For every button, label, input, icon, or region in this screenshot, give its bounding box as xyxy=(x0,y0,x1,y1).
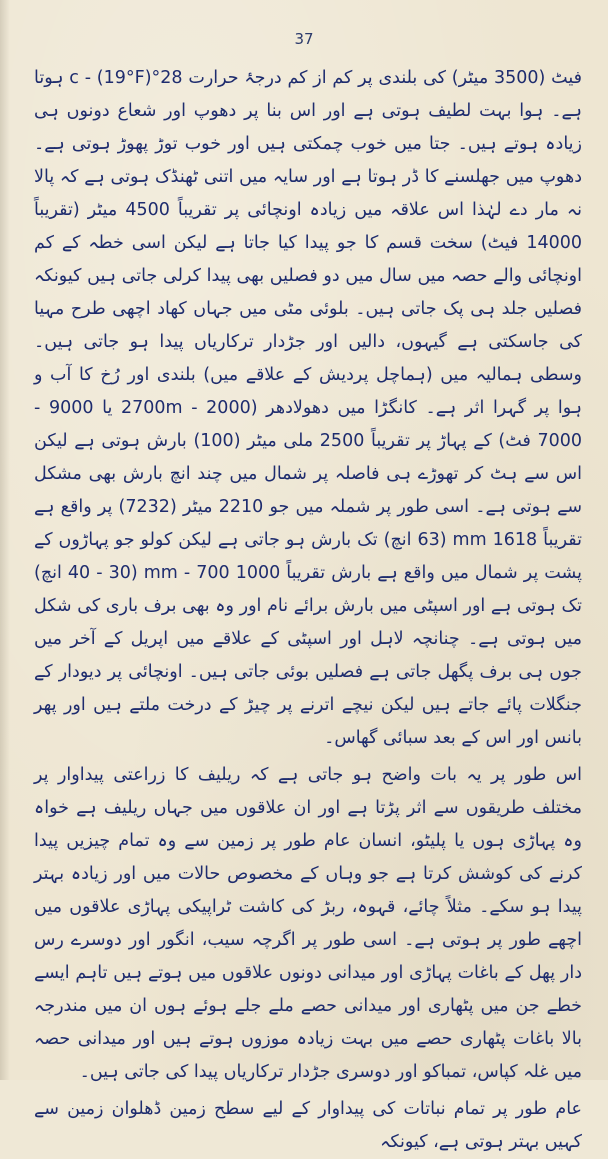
page-body-text xyxy=(34,62,582,1159)
paragraph-2: اس طور پر یہ بات واضح ہو جاتی ہے کہ ریلیف کا زراعتی پیداوار پر مختلف طریقوں سے اثر پڑتا ہے اور ان علاقوں میں جہاں ریلیف ہے خواہ وہ پہاڑی ہوں یا پلیٹو، انسان عام طور پر زمین سے وہ تمام چیزیں پیدا کرنے کی کوشش کرتا ہے جو وہاں کے مخصوص حالات میں اور زیادہ بہتر پیدا ہو سکے۔ مثلاً چائے، قہوہ، ربڑ کی کاشت ٹراپیکی پہاڑی علاقوں میں اچھے طور پر ہوتی ہے۔ اسی طور پر اگرچہ سیب، انگور اور دوسرے رس دار پھل کے باغات پہاڑی اور میدانی دونوں علاقوں میں ہوتے ہیں تاہم ایسے خطے جن میں پٹھاری اور میدانی حصے ملے جلے ہوئے ہوں ان میں مندرجہ بالا باغات پٹھاری حصے میں بہت زیادہ موزوں ہوتے ہیں اور میدانی حصہ میں غلہ کپاس، تمباکو اور دوسری جڑدار ترکاریاں پیدا کی جاتی ہیں۔ xyxy=(34,765,582,1082)
page-number: 37 xyxy=(294,30,314,48)
paragraph-1: فیٹ (3500 میٹر) کی بلندی پر کم از کم درجۂ حرارت 28°c - (19°F) ہوتا ہے۔ ہوا بہت لطیف ہوتی ہے اور اس بنا پر دھوپ اور شعاع دونوں ہی زیادہ ہوتے ہیں۔ جتا میں خوب چمکتی ہیں اور خوب توڑ پھوڑ ہوتی ہے۔ دھوپ میں جھلسنے کا ڈر ہوتا ہے اور سایہ میں اتنی ٹھنڈک ہوتی ہے کہ پالا نہ مار دے لہٰذا اس علاقہ میں زیادہ اونچائی پر تقریباً 4500 میٹر (تقریباً 14000 فیٹ) سخت قسم کا جو پیدا کیا جاتا ہے لیکن اسی خطہ کے کم اونچائی والے حصہ میں سال میں دو فصلیں بھی پیدا کرلی جاتی ہیں کیونکہ فصلیں جلد ہی پک جاتی ہیں۔ بلوئی مٹی میں جہاں کھاد اچھی طرح مہیا کی جاسکتی ہے گیہوں، دالیں اور جڑدار ترکاریاں پیدا ہو جاتی ہیں۔ وسطی ہمالیہ میں (ہماچل پردیش کے علاقے میں) بلندی اور رُخ کا آب و ہوا پر گہرا اثر ہے۔ کانگڑا میں دھولادھر (2700m - 2000 یا 9000 - 7000 فٹ) کے پہاڑ پر تقریباً 2500 ملی میٹر (100) بارش ہوتی ہے لیکن اس سے ہٹ کر تھوڑے ہی فاصلہ پر شمال میں چند انچ بارش بھی مشکل سے ہوتی ہے۔ اسی طور پر شملہ میں جو 2210 میٹر (7232) پر واقع ہے تقریباً 1618 mm (63 انچ) تک بارش ہو جاتی ہے لیکن کولو جو پہاڑوں کے پشت پر شمال میں واقع ہے بارش تقریباً 1000 mm - 700 (40 - 30 انچ) تک ہوتی ہے اور اسپٹی میں بارش برائے نام اور وہ بھی برف باری کی شکل میں ہوتی ہے۔ چنانچہ لاہل اور اسپٹی کے علاقے میں اپریل کے آخر میں جوں ہی برف پگھل جاتی ہے فصلیں بوئی جاتی ہیں۔ اونچائی پر دیودار کے جنگلات پائے جاتے ہیں لیکن نیچے اترنے پر چیڑ کے درخت ملتے ہیں اور پھر بانس اور اس کے بعد سبائی گھاس۔ xyxy=(34,68,583,748)
paragraph-3: عام طور پر تمام نباتات کی پیداوار کے لیے سطح زمین ڈھلوان زمین سے کہیں بہتر ہوتی ہے، کیونکہ xyxy=(34,1099,582,1152)
page-edge-shadow xyxy=(0,0,10,1080)
